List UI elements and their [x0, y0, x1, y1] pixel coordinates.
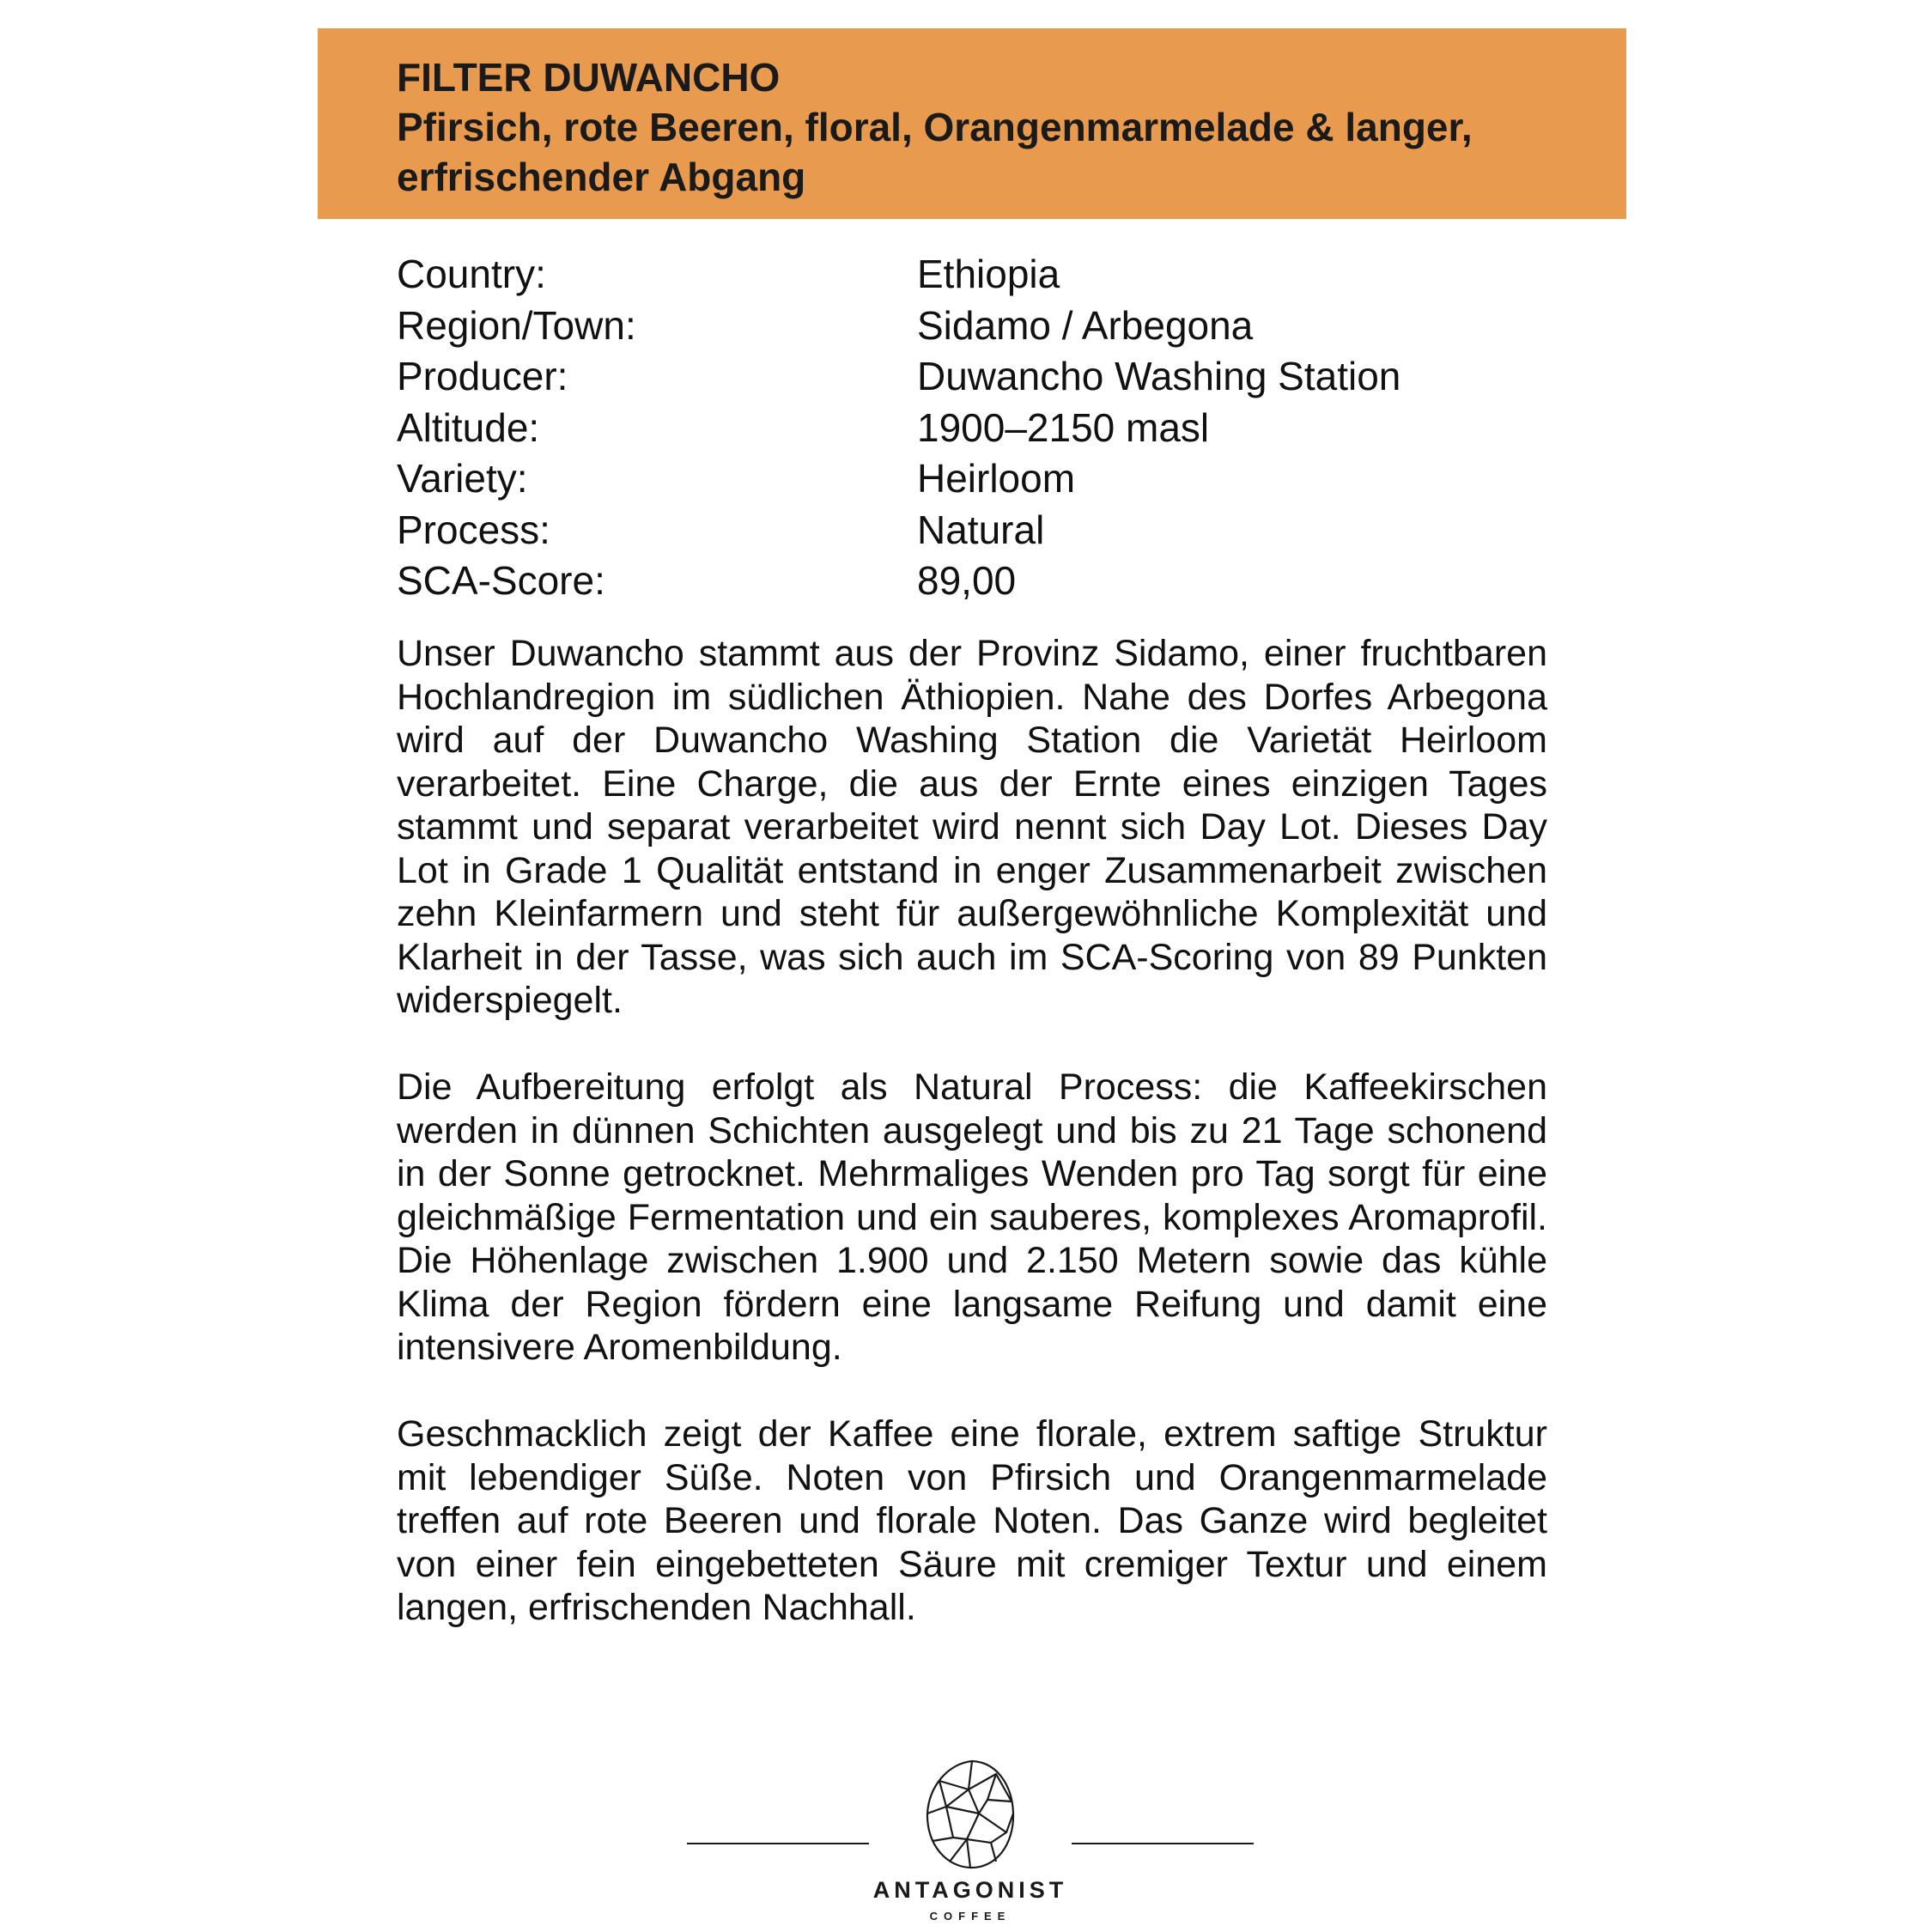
spec-row-country — [397, 249, 1547, 301]
spec-row-altitude — [397, 403, 1547, 454]
header-band — [318, 28, 1626, 219]
paragraph-taste: Geschmacklich zeigt der Kaffee eine florale, extrem saftige Struktur mit lebendiger Süße. Noten von Pfirsich und Orangenmarmelade treffen auf rote Beeren und florale Noten. Das Ganze wird begleitet von einer fein eingebetteten Säure mit cremiger Textur und einem langen, erfrischenden Nachhall. — [397, 1413, 1547, 1628]
spec-row-producer — [397, 351, 1547, 403]
divider-left — [687, 1843, 869, 1844]
spec-label: Altitude: — [397, 404, 540, 450]
spec-label: Country: — [397, 252, 546, 296]
brand-subtitle: COFFEE — [929, 1910, 1012, 1923]
divider-right — [1072, 1843, 1254, 1844]
brand-name: ANTAGONIST — [872, 1877, 1068, 1903]
spec-label: Process: — [397, 507, 550, 552]
spec-value: Duwancho Washing Station — [917, 354, 1401, 398]
paragraph-process: Die Aufbereitung erfolgt als Natural Process: die Kaffeekirschen werden in dünnen Schichten ausgelegt und bis zu 21 Tage schonend in der Sonne getrocknet. Mehrmaliges Wenden pro Tag sorgt für eine gleichmäßige Fermentation und ein sauberes, komplexes Aromaprofil. Die Höhenlage zwischen 1.900 und 2.150 Metern sowie das kühle Klima der Region fördern eine langsame Reifung und damit eine intensivere Aromenbildung. — [397, 1066, 1547, 1368]
spec-value: Ethiopia — [917, 252, 1060, 296]
paragraph-origin: Unser Duwancho stammt aus der Provinz Sidamo, einer fruchtbaren Hochlandregion im südlichen Äthiopien. Nahe des Dorfes Arbegona wird auf der Duwancho Washing Station die Varietät Heirloom verarbeitet. Eine Charge, die aus der Ernte eines einzigen Tages stammt und separat verarbeitet wird nennt sich Day Lot. Dieses Day Lot in Grade 1 Qualität entstand in enger Zusammenarbeit zwischen zehn Kleinfarmern und steht für außergewöhnliche Komplexität und Klarheit in der Tasse, was sich auch im SCA-Scoring von 89 Punkten widerspiegelt. — [397, 633, 1547, 1021]
flavor-notes: Pfirsich, rote Beeren, floral, Orangenmarmelade & langer, erfrischender Abgang — [397, 105, 1473, 199]
spec-row-process — [397, 505, 1547, 556]
spec-row-region — [397, 301, 1547, 352]
description — [397, 632, 1547, 1673]
spec-value: 89,00 — [917, 558, 1017, 603]
spec-row-sca-score — [397, 556, 1547, 607]
product-title: FILTER DUWANCHO — [397, 55, 781, 100]
coffee-bean-geometric-icon — [924, 1759, 1017, 1870]
spec-label: Producer: — [397, 354, 568, 398]
spec-value: Natural — [917, 507, 1045, 552]
header-text — [397, 52, 1607, 202]
spec-label: SCA-Score: — [397, 558, 605, 603]
spec-value: Sidamo / Arbegona — [917, 302, 1254, 348]
spec-row-variety — [397, 453, 1547, 505]
brand-logo — [687, 1759, 1254, 1930]
spec-value: Heirloom — [917, 456, 1076, 501]
spec-label: Variety: — [397, 456, 528, 501]
spec-value: 1900–2150 masl — [917, 404, 1210, 450]
spec-table — [397, 249, 1547, 607]
spec-label: Region/Town: — [397, 302, 636, 348]
